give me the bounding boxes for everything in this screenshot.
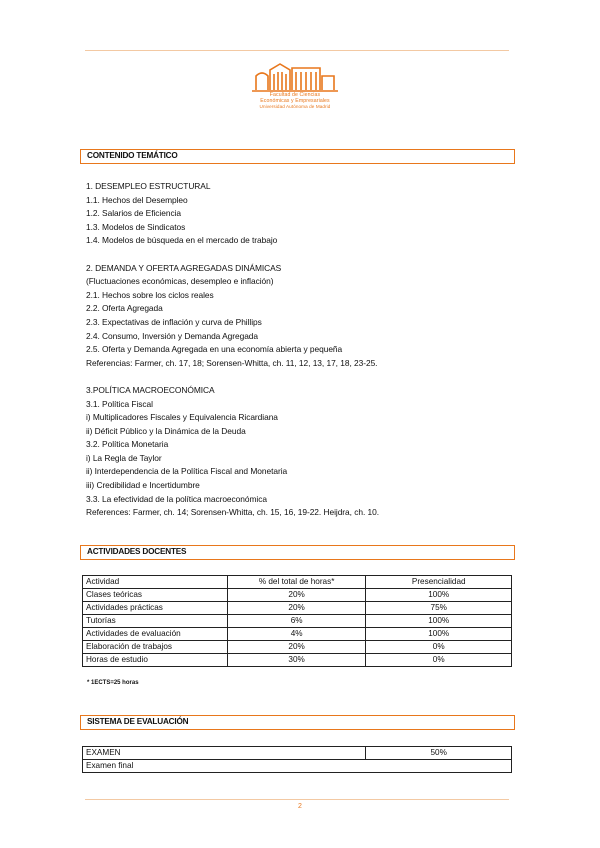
section-contenido-tematico bbox=[80, 149, 515, 164]
table-cell: 0% bbox=[366, 641, 512, 654]
table-cell: Elaboración de trabajos bbox=[83, 641, 228, 654]
table-cell: 20% bbox=[227, 589, 366, 602]
list-item: 1. DESEMPLEO ESTRUCTURAL bbox=[86, 181, 211, 191]
column-header: % del total de horas* bbox=[227, 576, 366, 589]
table-header-row bbox=[83, 576, 512, 589]
list-item: 2.1. Hechos sobre los ciclos reales bbox=[86, 289, 214, 300]
table-cell: Horas de estudio bbox=[83, 654, 228, 667]
list-item: iii) Credibilidad e Incertidumbre bbox=[86, 480, 200, 491]
list-item: 2.5. Oferta y Demanda Agregada en una economía abierta y pequeña bbox=[86, 344, 343, 355]
table-row bbox=[83, 628, 512, 641]
column-header: Presencialidad bbox=[366, 576, 512, 589]
evaluation-table bbox=[82, 746, 512, 773]
table-cell: 100% bbox=[366, 628, 512, 641]
building-logo-icon bbox=[250, 60, 340, 94]
table-cell: Clases teóricas bbox=[83, 589, 228, 602]
table-row bbox=[83, 641, 512, 654]
footer-rule bbox=[85, 799, 509, 800]
list-item: i) Multiplicadores Fiscales y Equivalencia Ricardiana bbox=[86, 412, 278, 423]
list-item: 1.3. Modelos de Sindicatos bbox=[86, 221, 186, 232]
table-row bbox=[83, 602, 512, 615]
list-item: ii) Déficit Público y la Dinámica de la Deuda bbox=[86, 425, 246, 436]
section-title: SISTEMA DE EVALUACIÓN bbox=[87, 717, 189, 726]
table-cell: 75% bbox=[366, 602, 512, 615]
list-item: 3.1. Política Fiscal bbox=[86, 398, 153, 409]
list-item: 3.2. Política Monetaria bbox=[86, 439, 169, 450]
list-item: 2.4. Consumo, Inversión y Demanda Agregada bbox=[86, 330, 259, 341]
table-row bbox=[83, 654, 512, 667]
list-item: 1.1. Hechos del Desempleo bbox=[86, 194, 188, 205]
list-item: ii) Interdependencia de la Política Fiscal and Monetaria bbox=[86, 466, 288, 477]
table-row bbox=[83, 615, 512, 628]
table-cell: 20% bbox=[227, 602, 366, 615]
column-header: Actividad bbox=[83, 576, 228, 589]
table-row bbox=[83, 760, 512, 773]
table-row bbox=[83, 747, 512, 760]
section-actividades-docentes bbox=[80, 545, 515, 560]
table-row bbox=[83, 589, 512, 602]
page-number: 2 bbox=[298, 803, 302, 810]
list-spacer bbox=[86, 248, 379, 262]
section-title: CONTENIDO TEMÁTICO bbox=[87, 151, 178, 160]
list-item: i) La Regla de Taylor bbox=[86, 452, 162, 463]
section-sistema-evaluacion bbox=[80, 715, 515, 730]
table-cell: Actividades de evaluación bbox=[83, 628, 228, 641]
logo-line-3: Universidad Autónoma de Madrid bbox=[259, 104, 331, 109]
table-cell: 4% bbox=[227, 628, 366, 641]
table-cell: 30% bbox=[227, 654, 366, 667]
table-cell: Examen final bbox=[83, 760, 512, 773]
table-cell: 100% bbox=[366, 615, 512, 628]
list-item: 2.2. Oferta Agregada bbox=[86, 303, 163, 314]
table-cell: 20% bbox=[227, 641, 366, 654]
list-item: (Fluctuaciones económicas, desempleo e inflación) bbox=[86, 276, 274, 287]
logo-line-1: Facultad de Ciencias bbox=[269, 92, 321, 98]
list-item: 1.4. Modelos de búsqueda en el mercado de trabajo bbox=[86, 235, 278, 246]
list-item: Referencias: Farmer, ch. 17, 18; Sorensen-Whitta, ch. 11, 12, 13, 17, 18, 23-25. bbox=[86, 357, 378, 368]
list-item: 1.2. Salarios de Eficiencia bbox=[86, 208, 182, 219]
header-rule bbox=[85, 50, 509, 51]
ects-note: * 1ECTS=25 horas bbox=[87, 680, 139, 686]
list-item: 2. DEMANDA Y OFERTA AGREGADAS DINÁMICAS bbox=[86, 262, 282, 273]
table-cell: Tutorías bbox=[83, 615, 228, 628]
logo-line-2: Económicas y Empresariales bbox=[260, 98, 330, 104]
contenido-list bbox=[86, 180, 379, 520]
table-cell: 0% bbox=[366, 654, 512, 667]
list-item: 2.3. Expectativas de inflación y curva de Phillips bbox=[86, 316, 262, 327]
table-cell: 50% bbox=[366, 747, 512, 760]
table-cell: 6% bbox=[227, 615, 366, 628]
table-cell: EXAMEN bbox=[83, 747, 366, 760]
activities-table bbox=[82, 575, 512, 667]
section-title: ACTIVIDADES DOCENTES bbox=[87, 547, 187, 556]
list-item: 3.POLÍTICA MACROECONÓMICA bbox=[86, 384, 215, 395]
faculty-logo bbox=[250, 60, 340, 116]
list-spacer bbox=[86, 370, 379, 384]
table-cell: Actividades prácticas bbox=[83, 602, 228, 615]
list-item: References: Farmer, ch. 14; Sorensen-Whitta, ch. 15, 16, 19-22. Heijdra, ch. 10. bbox=[86, 507, 379, 518]
list-item: 3.3. La efectividad de la política macroeconómica bbox=[86, 493, 267, 504]
table-cell: 100% bbox=[366, 589, 512, 602]
